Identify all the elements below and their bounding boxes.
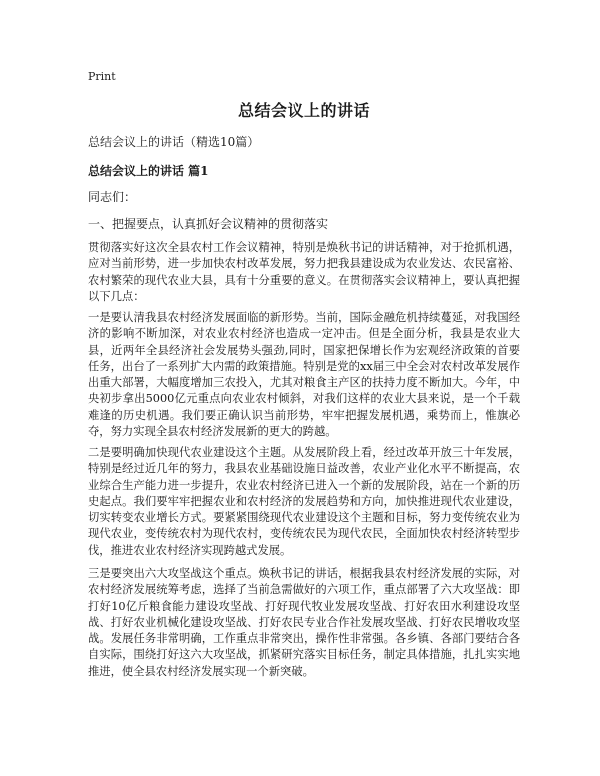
paragraph-point-3: 三是要突出六大攻坚战这个重点。焕秋书记的讲话，根据我县农村经济发展的实际，对农村经济发展统筹考虑，选择了当前急需做好的六项工作，重点部署了六大攻坚战：即打好10亿斤粮食能力建设攻坚战、打好现代牧业发展攻坚战、打好农田水利建设攻坚战、打好农业机械化建设攻坚战、打好农民专业合作社发展攻坚战、打好农民增收攻坚战。发展任务非常明确，工作重点非常突出，操作性非常强。各乡镇、各部门要结合各自实际，围绕打好这六大攻坚战，抓紧研究落实目标任务，制定具体措施，扎扎实实地推进，使全县农村经济发展实现一个新突破。 — [88, 567, 520, 678]
document-subtitle: 总结会议上的讲话（精选10篇） — [88, 135, 260, 149]
point-heading: 一、把握要点，认真抓好会议精神的贯彻落实 — [88, 217, 329, 231]
greeting-text: 同志们： — [88, 190, 137, 204]
print-label[interactable]: Print — [88, 70, 116, 83]
section-heading: 总结会议上的讲话 篇1 — [88, 164, 209, 178]
paragraph-point-1: 一是要认清我县农村经济发展面临的新形势。当前，国际金融危机持续蔓延，对我国经济的影响不断加深，对农业农村经济也造成一定冲击。但是全面分析，我县是农业大县，近两年全县经济社会发展势头强劲,同时，国家把保增长作为宏观经济政策的首要任务，出台了一系列扩大内需的政策措施。特别是党的xx届三中全会对农村改革发展作出重大部署，大幅度增加三农投入，尤其对粮食主产区的扶持力度不断加大。今年，中央初步拿出5000亿元重点向农业农村倾斜，对我们这样的农业大县来说，是一个千载难逢的历史机遇。我们要正确认识当前形势，牢牢把握发展机遇，乘势而上，惟旗必夺，努力实现全县农村经济发展新的更大的跨越。 — [88, 311, 520, 439]
paragraph-point-2: 二是要明确加快现代农业建设这个主题。从发展阶段上看，经过改革开放三十年发展，特别是经过近几年的努力，我县农业基础设施日益改善，农业产业化水平不断提高，农业综合生产能力进一步提升，农业农村经济已进入一个新的发展阶段，站在一个新的历史起点。我们要牢牢把握农业和农村经济的发展趋势和方向，加快推进现代农业建设，切实转变农业增长方式。要紧紧围绕现代农业建设这个主题和目标，努力变传统农业为现代农业，变传统农村为现代农村，变传统农民为现代农民，全面加快农村经济转型步伐，推进农业农村经济实现跨越式发展。 — [88, 446, 520, 557]
paragraph-intro: 贯彻落实好这次全县农村工作会议精神，特别是焕秋书记的讲话精神，对于抢抓机遇，应对当前形势，进一步加快农村改革发展，努力把我县建设成为农业发达、农民富裕、农村繁荣的现代农业大县，具有十分重要的意义。在贯彻落实会议精神上，要认真把握以下几点： — [88, 241, 520, 303]
page-title: 总结会议上的讲话 — [237, 101, 370, 120]
